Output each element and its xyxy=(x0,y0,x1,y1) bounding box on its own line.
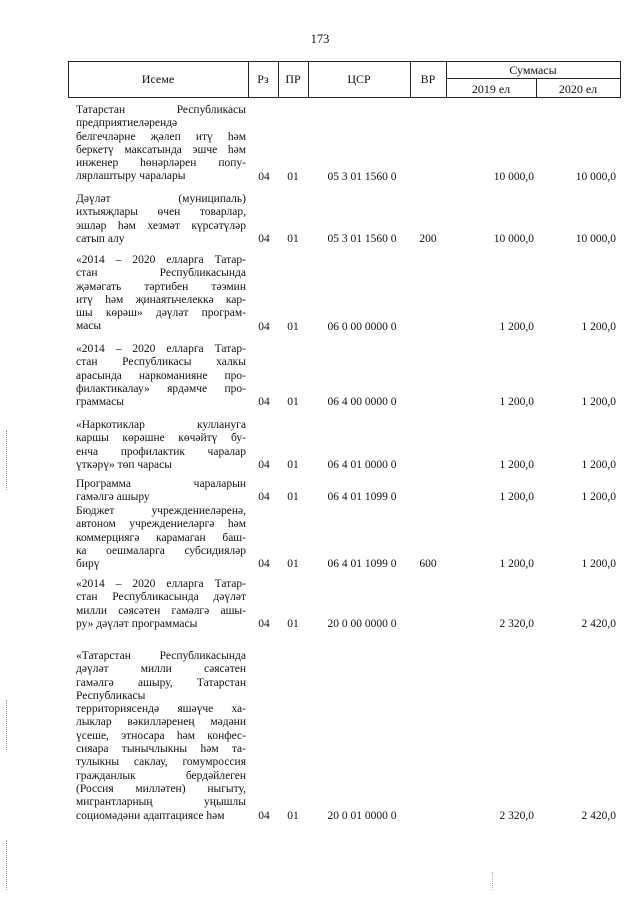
row-name-line: (Россия милләтен) ныгыту, xyxy=(76,782,246,795)
row-csr: 06 4 01 1099 0 xyxy=(327,491,397,504)
row-name-line: белгечләрне җәлеп итү һәм xyxy=(76,130,246,143)
row-name-line: дәүләт милли сәясәтен xyxy=(76,663,246,676)
row-sum-2019: 1 200,0 xyxy=(499,396,534,409)
row-name-line: «2014 – 2020 елларга Татар- xyxy=(76,254,246,266)
row-pr: 01 xyxy=(287,491,299,504)
row-pr: 01 xyxy=(287,617,299,630)
row-sum-2019: 10 000,0 xyxy=(493,170,534,183)
scan-margin-dots xyxy=(6,430,9,490)
row-csr: 20 0 00 0000 0 xyxy=(327,617,397,630)
row-sum-2019: 10 000,0 xyxy=(493,232,534,245)
row-name-line: лыклар вәкилләренең мәдәни xyxy=(76,716,246,729)
row-sum-2020: 1 200,0 xyxy=(581,320,616,333)
row-name xyxy=(76,419,246,472)
scan-margin-dots xyxy=(6,840,9,890)
header-pr: ПР xyxy=(285,72,301,86)
row-name xyxy=(76,650,246,823)
row-name-line: беркетү максатында эшче һәм xyxy=(76,143,246,156)
row-name-line: территориясендә яшәүче ха- xyxy=(76,703,246,716)
row-name-line: автоном учреждениеләргә һәм xyxy=(76,518,246,531)
row-sum-2020: 1 200,0 xyxy=(581,491,616,504)
row-pr: 01 xyxy=(287,558,299,571)
row-name xyxy=(76,254,246,334)
row-name-line: каршы көрәшне көчәйтү бу- xyxy=(76,432,246,445)
row-name-line: милли сәясәтен гамәлгә ашы- xyxy=(76,604,246,617)
row-name-line: гамәлгә ашыру, Татарстан xyxy=(76,676,246,689)
row-name-line: бирү xyxy=(76,558,100,571)
row-name-line: сатып алу xyxy=(76,232,125,245)
row-rz: 04 xyxy=(258,396,270,409)
row-name-line: енча профилактик чаралар xyxy=(76,445,246,458)
row-name-line: Бюджет учреждениеләренә, xyxy=(76,505,246,517)
row-vr: 200 xyxy=(419,232,437,245)
row-name xyxy=(76,104,246,184)
row-name-line: арасында наркоманияне про- xyxy=(76,369,246,382)
row-sum-2020: 1 200,0 xyxy=(581,396,616,409)
row-name-line: коммерциягә карамаган баш- xyxy=(76,531,246,544)
header-vr: ВР xyxy=(420,72,436,86)
row-name-line: граммасы xyxy=(76,396,124,409)
row-name-line: Республикасы xyxy=(76,689,146,702)
row-name xyxy=(76,478,246,505)
header-csr: ЦСР xyxy=(347,72,371,86)
row-sum-2019: 2 320,0 xyxy=(499,617,534,630)
row-name-line: масы xyxy=(76,320,102,333)
row-name-line: предприятиеләрендә xyxy=(76,117,178,130)
row-csr: 20 0 01 0000 0 xyxy=(327,809,397,822)
row-rz: 04 xyxy=(258,617,270,630)
row-pr: 01 xyxy=(287,396,299,409)
row-name-line: ру» дәүләт программасы xyxy=(76,617,198,630)
header-name: Исеме xyxy=(141,72,175,86)
row-name-line: стан Республикасында дәүләт xyxy=(76,591,246,604)
row-rz: 04 xyxy=(258,491,270,504)
row-sum-2019: 2 320,0 xyxy=(499,809,534,822)
row-name xyxy=(76,505,246,571)
row-name-line: гражданлык бердәйлеген xyxy=(76,769,246,782)
row-csr: 06 0 00 0000 0 xyxy=(327,320,397,333)
row-sum-2020: 10 000,0 xyxy=(575,232,616,245)
row-name-line: стан Республикасы халкы xyxy=(76,356,246,369)
row-name-line: «2014 – 2020 елларга Татар- xyxy=(76,578,246,590)
scan-margin-dots xyxy=(6,700,9,750)
row-name-line: филактикалау» ярдәмче про- xyxy=(76,382,246,395)
row-sum-2020: 1 200,0 xyxy=(581,458,616,471)
row-name-line: итү һәм җинаятьчелеккә кар- xyxy=(76,293,246,306)
row-pr: 01 xyxy=(287,809,299,822)
row-name xyxy=(76,193,246,246)
row-rz: 04 xyxy=(258,170,270,183)
row-name-line: стан Республикасында xyxy=(76,267,246,280)
row-vr: 600 xyxy=(419,558,437,571)
row-sum-2020: 2 420,0 xyxy=(581,617,616,630)
page-number: 173 xyxy=(310,32,330,46)
row-name-line: үсеше, этносара һәм конфес- xyxy=(76,729,246,742)
row-name-line: ка оешмаларга субсидияләр xyxy=(76,544,246,557)
header-sums: Суммасы xyxy=(509,63,557,77)
row-sum-2020: 1 200,0 xyxy=(581,558,616,571)
row-pr: 01 xyxy=(287,320,299,333)
row-sum-2020: 2 420,0 xyxy=(581,809,616,822)
row-rz: 04 xyxy=(258,232,270,245)
row-name-line: социомәдәни адаптациясе һәм xyxy=(76,809,225,822)
row-rz: 04 xyxy=(258,458,270,471)
row-name-line: Татарстан Республикасы xyxy=(76,104,246,116)
row-sum-2019: 1 200,0 xyxy=(499,491,534,504)
row-csr: 05 3 01 1560 0 xyxy=(327,232,397,245)
row-pr: 01 xyxy=(287,232,299,245)
row-name-line: эшләр һәм хезмәт күрсәтүләр xyxy=(76,219,246,232)
row-rz: 04 xyxy=(258,809,270,822)
row-name-line: Программа чараларын xyxy=(76,478,246,490)
row-pr: 01 xyxy=(287,458,299,471)
row-rz: 04 xyxy=(258,320,270,333)
row-csr: 05 3 01 1560 0 xyxy=(327,170,397,183)
row-name-line: тулыкны саклау, гомумроссия xyxy=(76,756,246,769)
row-name-line: шы көрәш» дәүләт програм- xyxy=(76,307,246,320)
header-year-2020: 2020 ел xyxy=(558,82,598,96)
row-name-line: инженер һөнәрләрен попу- xyxy=(76,157,246,170)
row-name-line: ихтыяҗлары өчен товарлар, xyxy=(76,206,246,219)
row-sum-2019: 1 200,0 xyxy=(499,558,534,571)
row-pr: 01 xyxy=(287,170,299,183)
header-year-2019: 2019 ел xyxy=(471,82,511,96)
scan-dot xyxy=(492,872,494,890)
row-name-line: «Наркотиклар кулланугa xyxy=(76,419,246,431)
row-name xyxy=(76,578,246,631)
row-name-line: Дәүләт (муниципаль) xyxy=(76,193,246,205)
row-name-line: үткәрү» төп чарасы xyxy=(76,458,172,471)
row-name-line: «2014 – 2020 елларга Татар- xyxy=(76,343,246,355)
row-name-line: җәмәгать тәртибен тәэмин xyxy=(76,280,246,293)
row-sum-2019: 1 200,0 xyxy=(499,320,534,333)
header-rz: Рз xyxy=(257,72,269,86)
row-name-line: гамәлгә ашыру xyxy=(76,491,150,504)
row-rz: 04 xyxy=(258,558,270,571)
row-name xyxy=(76,343,246,409)
row-name-line: лярлаштыру чаралары xyxy=(76,170,186,183)
row-csr: 06 4 00 0000 0 xyxy=(327,396,397,409)
row-csr: 06 4 01 0000 0 xyxy=(327,458,397,471)
row-name-line: сияара тынычлыкны һәм та- xyxy=(76,743,246,756)
row-sum-2020: 10 000,0 xyxy=(575,170,616,183)
row-csr: 06 4 01 1099 0 xyxy=(327,558,397,571)
row-sum-2019: 1 200,0 xyxy=(499,458,534,471)
row-name-line: мигрантларның уңышлы xyxy=(76,796,246,809)
row-name-line: «Татарстан Республикасында xyxy=(76,650,246,662)
